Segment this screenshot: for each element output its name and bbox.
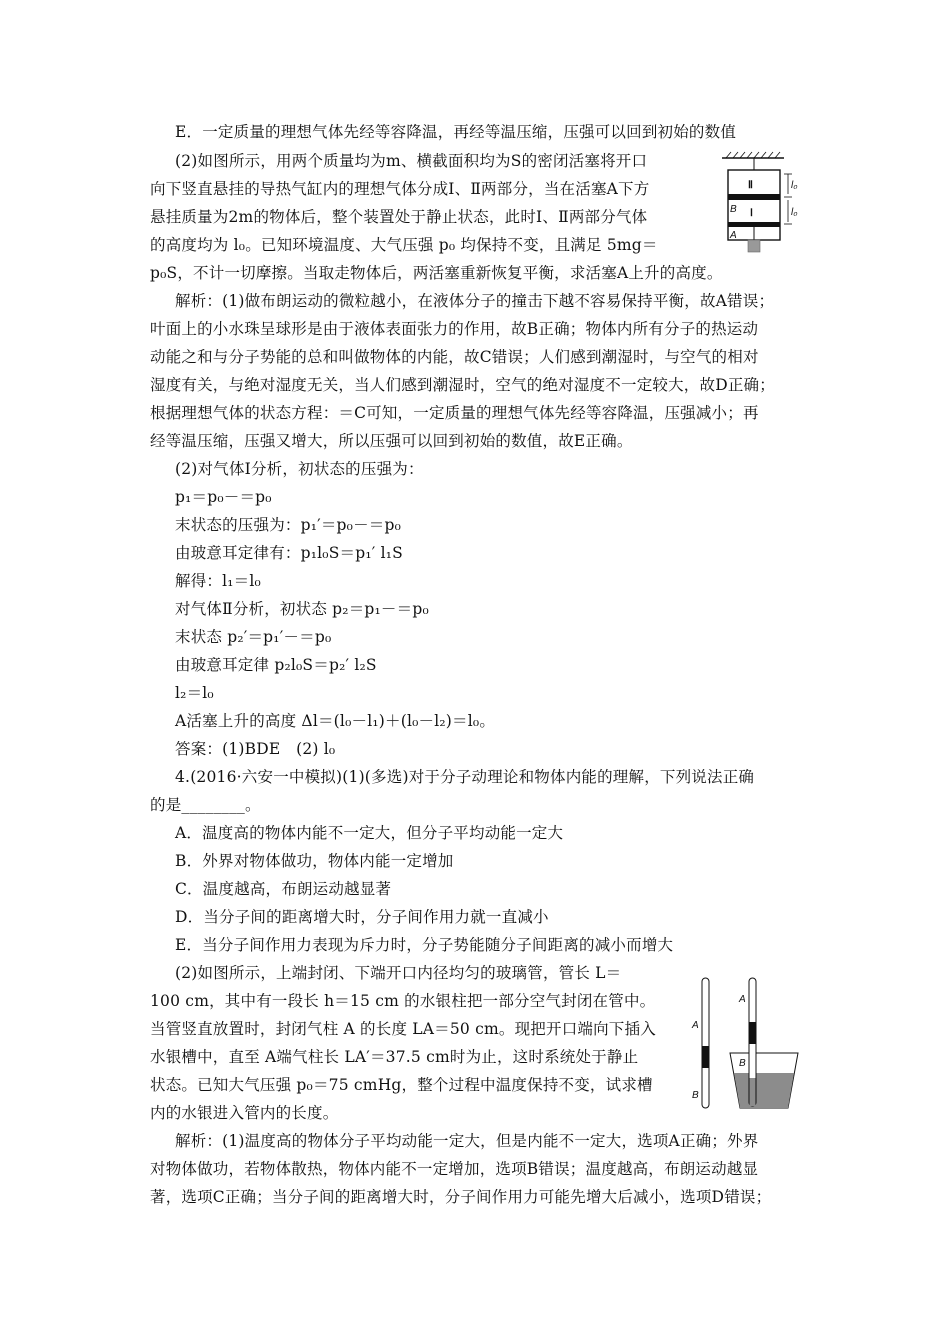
q3-solution-line: 根据理想气体的状态方程：＝C可知，一定质量的理想气体先经等容降温，压强减小；再 xyxy=(150,404,759,422)
right-label-b: B xyxy=(739,1058,746,1069)
q3-solution2-line: 由玻意耳定律 p₂l₀S＝p₂′ l₂S xyxy=(175,656,377,674)
q3-solution2-line: l₂＝l₀ xyxy=(175,684,214,702)
q4-part2-line: 水银槽中，直至 A端气柱长 LA′＝37.5 cm时为止，这时系统处于静止 xyxy=(150,1048,639,1066)
left-label-b: B xyxy=(692,1090,699,1101)
q3-solution2-line: (2)对气体Ⅰ分析，初状态的压强为： xyxy=(175,460,424,478)
q4-part2-line: 100 cm，其中有一段长 h＝15 cm 的水银柱把一部分空气封闭在管中。 xyxy=(150,992,656,1010)
q3-solution-line: 动能之和与分子势能的总和叫做物体的内能，故C错误；人们感到潮湿时，与空气的相对 xyxy=(150,348,759,366)
q4-solution-line: 著，选项C正确；当分子间的距离增大时，分子间作用力可能先增大后减小，选项D错误； xyxy=(150,1188,772,1206)
q3-solution2-line: 解得：l₁＝l₀ xyxy=(175,572,261,590)
q3-solution2-line: 由玻意耳定律有：p₁l₀S＝p₁′ l₁S xyxy=(175,544,403,562)
q3-solution-line: 叶面上的小水珠呈球形是由于液体表面张力的作用，故B正确；物体内所有分子的热运动 xyxy=(150,320,759,338)
q4-part2-line: 状态。已知大气压强 p₀＝75 cmHg，整个过程中温度保持不变，试求槽 xyxy=(150,1076,653,1094)
label-b: B xyxy=(730,204,737,215)
q3-part2-line: p₀S，不计一切摩擦。当取走物体后，两活塞重新恢复平衡，求活塞A上升的高度。 xyxy=(150,264,723,282)
q4-solution-line: 解析：(1)温度高的物体分子平均动能一定大，但是内能不一定大，选项A正确；外界 xyxy=(175,1132,759,1150)
q4-solution-line: 对物体做功，若物体散热，物体内能不一定增加，选项B错误；温度越高，布朗运动越显 xyxy=(150,1160,759,1178)
label-l0-top: l₀ xyxy=(791,180,798,191)
cylinder-figure xyxy=(718,150,808,260)
q3-answer: 答案：(1)BDE (2) l₀ xyxy=(175,740,336,758)
left-label-a: A xyxy=(692,1020,699,1031)
q4-part2-line: 内的水银进入管内的长度。 xyxy=(150,1104,339,1122)
q3-solution-line: 经等温压缩，压强又增大，所以压强可以回到初始的数值，故E正确。 xyxy=(150,432,633,450)
q3-part2-line: 悬挂质量为2m的物体后，整个装置处于静止状态，此时Ⅰ、Ⅱ两部分气体 xyxy=(150,208,648,226)
label-ii: Ⅱ xyxy=(748,180,753,191)
q4-option-b: B．外界对物体做功，物体内能一定增加 xyxy=(175,852,454,870)
q3-solution2-line: A活塞上升的高度 Δl＝(l₀－l₁)＋(l₀－l₂)＝l₀。 xyxy=(175,712,496,730)
q3-solution2-line: p₁＝p₀－＝p₀ xyxy=(175,488,272,506)
q4-part2-line: 当管竖直放置时，封闭气柱 A 的长度 LA＝50 cm。现把开口端向下插入 xyxy=(150,1020,656,1038)
right-label-a: A xyxy=(739,994,746,1005)
q4-option-d: D．当分子间的距离增大时，分子间作用力就一直减小 xyxy=(175,908,549,926)
q3-solution2-line: 末状态 p₂′＝p₁′－＝p₀ xyxy=(175,628,332,646)
q3-solution-line: 解析：(1)做布朗运动的微粒越小，在液体分子的撞击下越不容易保持平衡，故A错误； xyxy=(175,292,775,310)
q3-part2-line: 的高度均为 l₀。已知环境温度、大气压强 p₀ 均保持不变，且满足 5mg＝ xyxy=(150,236,658,254)
q4-part2-line: (2)如图所示，上端封闭、下端开口内径均匀的玻璃管，管长 L＝ xyxy=(175,964,622,982)
q4-option-c: C．温度越高，布朗运动越显著 xyxy=(175,880,392,898)
q3-part2-line: 向下竖直悬挂的导热气缸内的理想气体分成Ⅰ、Ⅱ两部分，当在活塞A下方 xyxy=(150,180,650,198)
label-i: Ⅰ xyxy=(750,208,753,219)
label-a: A xyxy=(730,230,737,241)
q4-stem-line: 的是________。 xyxy=(150,796,261,814)
q3-solution-line: 湿度有关，与绝对湿度无关，当人们感到潮湿时，空气的绝对湿度不一定较大，故D正确； xyxy=(150,376,775,394)
q3-option-e: E．一定质量的理想气体先经等容降温，再经等温压缩，压强可以回到初始的数值 xyxy=(175,123,737,141)
q3-solution2-line: 末状态的压强为：p₁′＝p₀－＝p₀ xyxy=(175,516,402,534)
q3-part2-line: (2)如图所示，用两个质量均为m、横截面积均为S的密闭活塞将开口 xyxy=(175,152,648,170)
q4-option-e: E．当分子间作用力表现为斥力时，分子势能随分子间距离的减小而增大 xyxy=(175,936,674,954)
tube-figure xyxy=(690,968,810,1118)
q4-stem-line: 4.(2016·六安一中模拟)(1)(多选)对于分子动理论和物体内能的理解，下列说法正确 xyxy=(175,768,755,786)
label-l0-bottom: l₀ xyxy=(791,207,798,218)
q3-solution2-line: 对气体Ⅱ分析，初状态 p₂＝p₁－＝p₀ xyxy=(175,600,429,618)
q4-option-a: A．温度高的物体内能不一定大，但分子平均动能一定大 xyxy=(175,824,564,842)
